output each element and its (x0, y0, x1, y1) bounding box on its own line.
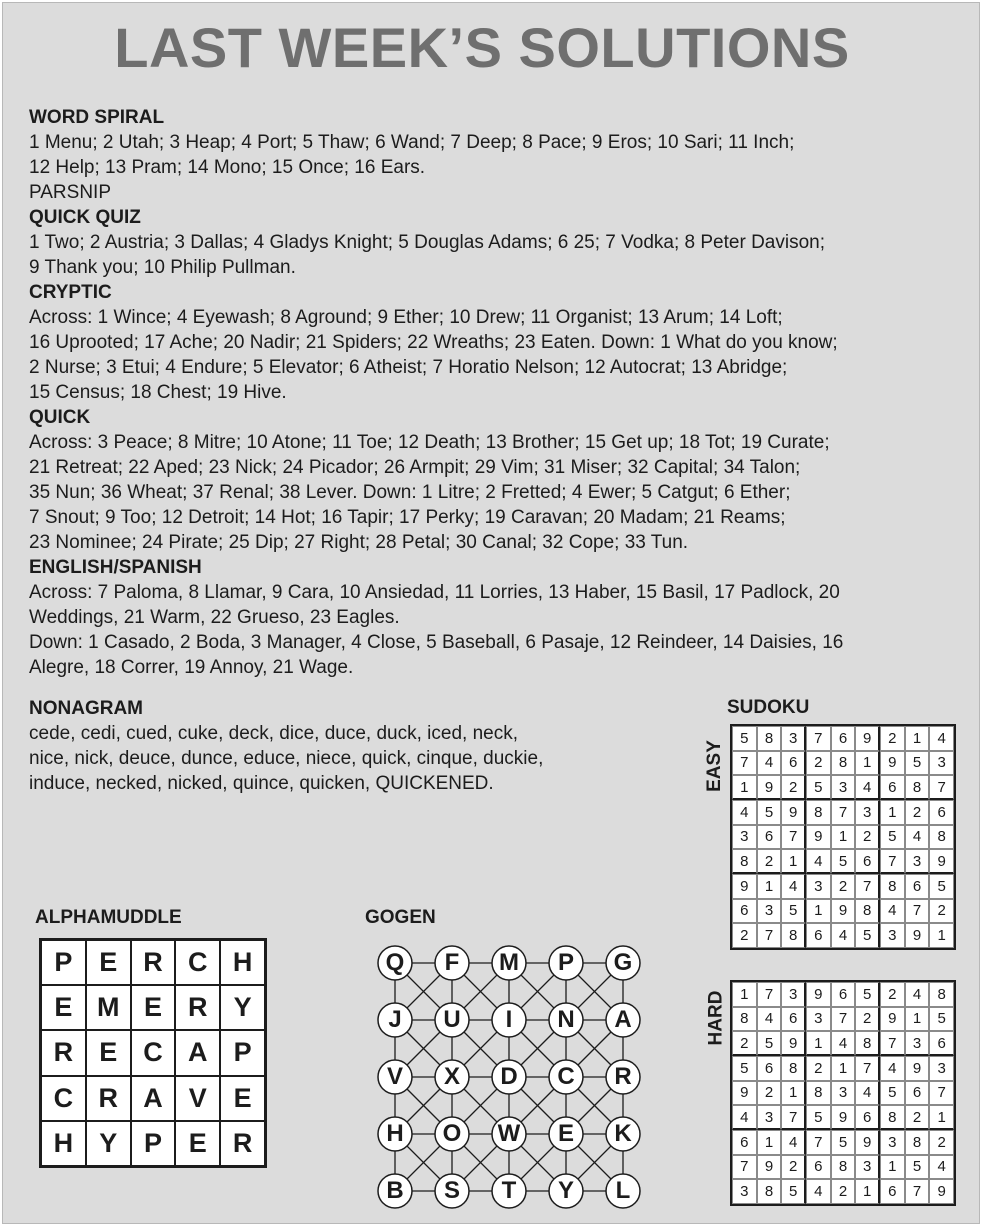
sudoku-cell: 3 (781, 982, 806, 1007)
sudoku-cell: 7 (855, 1056, 880, 1081)
gogen-letter: V (386, 1063, 403, 1090)
sudoku-cell: 3 (880, 923, 905, 948)
sudoku-cell: 7 (781, 825, 806, 850)
section-heading: QUICK QUIZ (29, 207, 141, 228)
alphamuddle-cell: A (131, 1076, 176, 1121)
sudoku-cell: 8 (806, 1081, 831, 1106)
sudoku-cell: 2 (781, 1155, 806, 1180)
alphamuddle-cell: H (41, 1121, 86, 1166)
sudoku-cell: 4 (905, 825, 930, 850)
sudoku-cell: 9 (929, 1179, 954, 1204)
sudoku-cell: 6 (855, 1105, 880, 1130)
sudoku-cell: 8 (757, 1179, 782, 1204)
sudoku-hard-label: HARD (705, 990, 727, 1046)
sudoku-cell: 7 (905, 1179, 930, 1204)
alphamuddle-cell: C (131, 1030, 176, 1075)
sudoku-cell: 5 (831, 1130, 856, 1155)
sudoku-cell: 3 (831, 775, 856, 800)
sudoku-cell: 4 (831, 1031, 856, 1056)
gogen-letter: O (442, 1120, 462, 1147)
sudoku-cell: 4 (855, 775, 880, 800)
sudoku-cell: 8 (855, 899, 880, 924)
page-title: LAST WEEK’S SOLUTIONS (114, 16, 850, 79)
sudoku-cell: 9 (806, 825, 831, 850)
sudoku-cell: 2 (781, 775, 806, 800)
sudoku-cell: 6 (929, 800, 954, 825)
gogen-letter: S (443, 1177, 460, 1204)
sudoku-cell: 1 (831, 825, 856, 850)
sudoku-cell: 8 (781, 923, 806, 948)
nonagram-section (29, 696, 689, 796)
sudoku-cell: 9 (905, 1056, 930, 1081)
sudoku-cell: 3 (757, 1105, 782, 1130)
gogen-letter: L (615, 1177, 631, 1204)
sudoku-cell: 3 (905, 849, 930, 874)
sudoku-cell: 2 (880, 726, 905, 751)
sudoku-cell: 8 (831, 1155, 856, 1180)
section-heading: CRYPTIC (29, 282, 112, 303)
sudoku-cell: 7 (929, 1081, 954, 1106)
alphamuddle-cell: R (131, 940, 176, 985)
alphamuddle-cell: C (41, 1076, 86, 1121)
alphamuddle-cell: Y (220, 985, 265, 1030)
sudoku-cell: 5 (880, 1081, 905, 1106)
sudoku-cell: 5 (806, 1105, 831, 1130)
sudoku-cell: 7 (806, 726, 831, 751)
sudoku-cell: 2 (855, 825, 880, 850)
sudoku-cell: 1 (831, 1056, 856, 1081)
sudoku-cell: 1 (806, 899, 831, 924)
section-line: 9 Thank you; 10 Philip Pullman. (29, 257, 296, 278)
sudoku-cell: 1 (855, 751, 880, 776)
sudoku-cell: 2 (732, 923, 757, 948)
alphamuddle-cell: H (220, 940, 265, 985)
nonagram-heading: NONAGRAM (29, 698, 143, 719)
sudoku-easy-grid (730, 724, 956, 950)
gogen-letter: I (505, 1006, 513, 1033)
gogen-letter: U (443, 1006, 461, 1033)
alphamuddle-cell: R (220, 1121, 265, 1166)
sudoku-cell: 3 (929, 1056, 954, 1081)
sudoku-cell: 9 (831, 899, 856, 924)
sudoku-cell: 8 (806, 800, 831, 825)
sudoku-cell: 3 (806, 1007, 831, 1032)
sudoku-cell: 5 (855, 923, 880, 948)
sudoku-cell: 8 (732, 1007, 757, 1032)
gogen-letter: B (386, 1177, 404, 1204)
gogen-letter: A (614, 1006, 632, 1033)
gogen-letter: T (501, 1177, 517, 1204)
sudoku-cell: 1 (855, 1179, 880, 1204)
sudoku-cell: 9 (732, 1081, 757, 1106)
sudoku-cell: 6 (732, 1130, 757, 1155)
gogen-letter: M (499, 949, 519, 976)
gogen-letter: H (386, 1120, 404, 1147)
gogen-letter: K (614, 1120, 632, 1147)
sudoku-cell: 2 (732, 1031, 757, 1056)
sudoku-cell: 9 (929, 849, 954, 874)
section-line: Alegre, 18 Correr, 19 Annoy, 21 Wage. (29, 657, 354, 678)
section-line: 35 Nun; 36 Wheat; 37 Renal; 38 Lever. Down: 1 Litre; 2 Fretted; 4 Ewer; 5 Catgut; 6 Ether; (29, 482, 791, 503)
sudoku-cell: 6 (855, 849, 880, 874)
sudoku-cell: 9 (905, 923, 930, 948)
section-line: Weddings, 21 Warm, 22 Grueso, 23 Eagles. (29, 607, 400, 628)
sudoku-cell: 7 (880, 1031, 905, 1056)
gogen-letter: J (388, 1006, 402, 1033)
sudoku-cell: 8 (880, 1105, 905, 1130)
sudoku-cell: 5 (880, 825, 905, 850)
alphamuddle-heading: ALPHAMUDDLE (35, 907, 182, 928)
alphamuddle-cell: E (175, 1121, 220, 1166)
gogen-letter: G (613, 949, 633, 976)
section-heading: ENGLISH/SPANISH (29, 557, 202, 578)
sudoku-cell: 6 (806, 1155, 831, 1180)
alphamuddle-cell: R (175, 985, 220, 1030)
sudoku-heading: SUDOKU (727, 697, 810, 718)
section-line: 1 Menu; 2 Utah; 3 Heap; 4 Port; 5 Thaw; 6 Wand; 7 Deep; 8 Pace; 9 Eros; 10 Sari; 11 Inch; (29, 132, 795, 153)
section-heading: WORD SPIRAL (29, 107, 165, 128)
gogen-letter: C (557, 1063, 575, 1090)
sudoku-cell: 8 (905, 1130, 930, 1155)
sudoku-cell: 6 (806, 923, 831, 948)
alphamuddle-cell: M (86, 985, 131, 1030)
sudoku-cell: 5 (781, 1179, 806, 1204)
sudoku-cell: 3 (855, 800, 880, 825)
sudoku-cell: 6 (781, 751, 806, 776)
sudoku-cell: 1 (880, 1155, 905, 1180)
sudoku-cell: 8 (905, 775, 930, 800)
sudoku-cell: 6 (905, 874, 930, 899)
sudoku-cell: 6 (905, 1081, 930, 1106)
sudoku-cell: 2 (929, 1130, 954, 1155)
sudoku-cell: 5 (781, 899, 806, 924)
alphamuddle-cell: R (41, 1030, 86, 1075)
sudoku-cell: 6 (880, 1179, 905, 1204)
alphamuddle-cell: R (86, 1076, 131, 1121)
gogen-letter: W (497, 1120, 521, 1147)
gogen-letter: Q (385, 949, 405, 976)
section-heading: QUICK (29, 407, 91, 428)
sudoku-cell: 5 (905, 751, 930, 776)
sudoku-cell: 3 (757, 899, 782, 924)
alphamuddle-cell: P (131, 1121, 176, 1166)
sudoku-cell: 7 (757, 982, 782, 1007)
alphamuddle-cell: P (220, 1030, 265, 1075)
alphamuddle-grid (39, 938, 267, 1168)
sudoku-cell: 1 (757, 874, 782, 899)
gogen-grid (373, 941, 643, 1221)
sudoku-cell: 5 (831, 849, 856, 874)
alphamuddle-cell: A (175, 1030, 220, 1075)
sudoku-cell: 5 (855, 982, 880, 1007)
sudoku-cell: 9 (781, 1031, 806, 1056)
sudoku-cell: 1 (781, 1081, 806, 1106)
section-line: 15 Census; 18 Chest; 19 Hive. (29, 382, 287, 403)
sudoku-cell: 3 (855, 1155, 880, 1180)
section-line: Across: 1 Wince; 4 Eyewash; 8 Aground; 9 Ether; 10 Drew; 11 Organist; 13 Arum; 14 Loft; (29, 307, 783, 328)
gogen-letter: P (557, 949, 574, 976)
sudoku-cell: 4 (855, 1081, 880, 1106)
sudoku-cell: 9 (732, 874, 757, 899)
sudoku-cell: 6 (831, 726, 856, 751)
sudoku-cell: 9 (880, 1007, 905, 1032)
solutions-text (29, 105, 959, 680)
sudoku-cell: 8 (855, 1031, 880, 1056)
alphamuddle-cell: C (175, 940, 220, 985)
gogen-letter: D (500, 1063, 518, 1090)
sudoku-cell: 4 (781, 1130, 806, 1155)
sudoku-cell: 2 (806, 1056, 831, 1081)
sudoku-cell: 7 (732, 751, 757, 776)
sudoku-cell: 4 (929, 726, 954, 751)
sudoku-cell: 3 (929, 751, 954, 776)
sudoku-cell: 1 (905, 1007, 930, 1032)
section-line: 23 Nominee; 24 Pirate; 25 Dip; 27 Right; 28 Petal; 30 Canal; 32 Cope; 33 Tun. (29, 532, 689, 553)
sudoku-cell: 9 (831, 1105, 856, 1130)
sudoku-cell: 1 (781, 849, 806, 874)
sudoku-cell: 7 (806, 1130, 831, 1155)
sudoku-cell: 7 (929, 775, 954, 800)
alphamuddle-cell: V (175, 1076, 220, 1121)
sudoku-cell: 7 (855, 874, 880, 899)
sudoku-cell: 3 (880, 1130, 905, 1155)
sudoku-cell: 5 (929, 874, 954, 899)
sudoku-cell: 7 (905, 899, 930, 924)
section-line: Across: 7 Paloma, 8 Llamar, 9 Cara, 10 Ansiedad, 11 Lorries, 13 Haber, 15 Basil, 17 Padlock, 20 (29, 582, 840, 603)
sudoku-cell: 4 (757, 1007, 782, 1032)
gogen-letter: F (444, 949, 460, 976)
sudoku-cell: 7 (732, 1155, 757, 1180)
sudoku-cell: 4 (732, 800, 757, 825)
sudoku-cell: 9 (757, 775, 782, 800)
sudoku-cell: 6 (880, 775, 905, 800)
alphamuddle-cell: E (86, 940, 131, 985)
sudoku-cell: 6 (757, 825, 782, 850)
nonagram-line: nice, nick, deuce, dunce, educe, niece, quick, cinque, duckie, (29, 748, 544, 769)
nonagram-line: cede, cedi, cued, cuke, deck, dice, duce, duck, iced, neck, (29, 723, 518, 744)
sudoku-cell: 8 (929, 982, 954, 1007)
alphamuddle-cell: E (220, 1076, 265, 1121)
sudoku-hard-grid (730, 980, 956, 1206)
sudoku-cell: 4 (880, 1056, 905, 1081)
sudoku-cell: 4 (905, 982, 930, 1007)
sudoku-cell: 3 (732, 1179, 757, 1204)
sudoku-cell: 1 (929, 923, 954, 948)
sudoku-cell: 7 (781, 1105, 806, 1130)
section-line: PARSNIP (29, 182, 112, 203)
sudoku-cell: 4 (880, 899, 905, 924)
sudoku-cell: 1 (732, 982, 757, 1007)
sudoku-cell: 1 (757, 1130, 782, 1155)
sudoku-cell: 4 (732, 1105, 757, 1130)
gogen-heading: GOGEN (365, 907, 436, 928)
sudoku-cell: 3 (806, 874, 831, 899)
sudoku-cell: 7 (831, 800, 856, 825)
section-line: Down: 1 Casado, 2 Boda, 3 Manager, 4 Close, 5 Baseball, 6 Pasaje, 12 Reindeer, 14 Daisies, 16 (29, 632, 844, 653)
sudoku-cell: 1 (905, 726, 930, 751)
section-line: 12 Help; 13 Pram; 14 Mono; 15 Once; 16 Ears. (29, 157, 426, 178)
alphamuddle-cell: P (41, 940, 86, 985)
sudoku-cell: 7 (880, 849, 905, 874)
gogen-letter: N (557, 1006, 575, 1033)
sudoku-cell: 4 (929, 1155, 954, 1180)
sudoku-cell: 5 (757, 1031, 782, 1056)
sudoku-cell: 1 (732, 775, 757, 800)
sudoku-cell: 8 (831, 751, 856, 776)
sudoku-cell: 4 (781, 874, 806, 899)
sudoku-cell: 4 (757, 751, 782, 776)
sudoku-cell: 3 (831, 1081, 856, 1106)
sudoku-cell: 5 (806, 775, 831, 800)
sudoku-cell: 5 (732, 726, 757, 751)
sudoku-cell: 9 (781, 800, 806, 825)
alphamuddle-cell: Y (86, 1121, 131, 1166)
sudoku-cell: 9 (880, 751, 905, 776)
sudoku-cell: 2 (757, 849, 782, 874)
sudoku-cell: 4 (806, 1179, 831, 1204)
section-line: 7 Snout; 9 Too; 12 Detroit; 14 Hot; 16 Tapir; 17 Perky; 19 Caravan; 20 Madam; 21 Reams; (29, 507, 786, 528)
sudoku-cell: 9 (855, 1130, 880, 1155)
alphamuddle-cell: E (41, 985, 86, 1030)
sudoku-cell: 3 (781, 726, 806, 751)
sudoku-cell: 8 (929, 825, 954, 850)
section-line: Across: 3 Peace; 8 Mitre; 10 Atone; 11 Toe; 12 Death; 13 Brother; 15 Get up; 18 Tot; 19 Curate; (29, 432, 830, 453)
sudoku-cell: 1 (880, 800, 905, 825)
sudoku-cell: 8 (757, 726, 782, 751)
sudoku-easy-label: EASY (703, 740, 725, 792)
sudoku-cell: 7 (831, 1007, 856, 1032)
gogen-letter: Y (557, 1177, 574, 1204)
section-line: 1 Two; 2 Austria; 3 Dallas; 4 Gladys Knight; 5 Douglas Adams; 6 25; 7 Vodka; 8 Peter Davison; (29, 232, 825, 253)
sudoku-cell: 3 (732, 825, 757, 850)
sudoku-cell: 2 (831, 1179, 856, 1204)
sudoku-cell: 9 (806, 982, 831, 1007)
sudoku-cell: 2 (855, 1007, 880, 1032)
sudoku-cell: 9 (757, 1155, 782, 1180)
sudoku-cell: 6 (781, 1007, 806, 1032)
sudoku-cell: 2 (757, 1081, 782, 1106)
section-line: 16 Uprooted; 17 Ache; 20 Nadir; 21 Spiders; 22 Wreaths; 23 Eaten. Down: 1 What do you know; (29, 332, 838, 353)
gogen-letter: X (443, 1063, 460, 1090)
sudoku-cell: 7 (757, 923, 782, 948)
sudoku-cell: 4 (806, 849, 831, 874)
sudoku-cell: 5 (929, 1007, 954, 1032)
gogen-letter: E (557, 1120, 574, 1147)
alphamuddle-cell: E (131, 985, 176, 1030)
sudoku-cell: 5 (757, 800, 782, 825)
sudoku-cell: 3 (905, 1031, 930, 1056)
solutions-page (2, 2, 980, 1224)
sudoku-cell: 6 (732, 899, 757, 924)
sudoku-cell: 9 (855, 726, 880, 751)
sudoku-cell: 1 (806, 1031, 831, 1056)
nonagram-line: induce, necked, nicked, quince, quicken, QUICKENED. (29, 773, 494, 794)
section-line: 21 Retreat; 22 Aped; 23 Nick; 24 Picador; 26 Armpit; 29 Vim; 31 Miser; 32 Capital; 34 Talon; (29, 457, 801, 478)
sudoku-cell: 8 (781, 1056, 806, 1081)
sudoku-cell: 2 (806, 751, 831, 776)
sudoku-cell: 4 (831, 923, 856, 948)
sudoku-cell: 5 (905, 1155, 930, 1180)
sudoku-cell: 6 (831, 982, 856, 1007)
section-line: 2 Nurse; 3 Etui; 4 Endure; 5 Elevator; 6 Atheist; 7 Horatio Nelson; 12 Autocrat; 13 Abridge; (29, 357, 788, 378)
sudoku-cell: 8 (732, 849, 757, 874)
alphamuddle-cell: E (86, 1030, 131, 1075)
gogen-letter: R (614, 1063, 632, 1090)
sudoku-cell: 2 (905, 1105, 930, 1130)
sudoku-cell: 8 (880, 874, 905, 899)
sudoku-cell: 6 (929, 1031, 954, 1056)
sudoku-cell: 5 (732, 1056, 757, 1081)
sudoku-cell: 2 (880, 982, 905, 1007)
sudoku-cell: 1 (929, 1105, 954, 1130)
sudoku-cell: 2 (831, 874, 856, 899)
sudoku-cell: 2 (905, 800, 930, 825)
sudoku-cell: 6 (757, 1056, 782, 1081)
sudoku-cell: 2 (929, 899, 954, 924)
